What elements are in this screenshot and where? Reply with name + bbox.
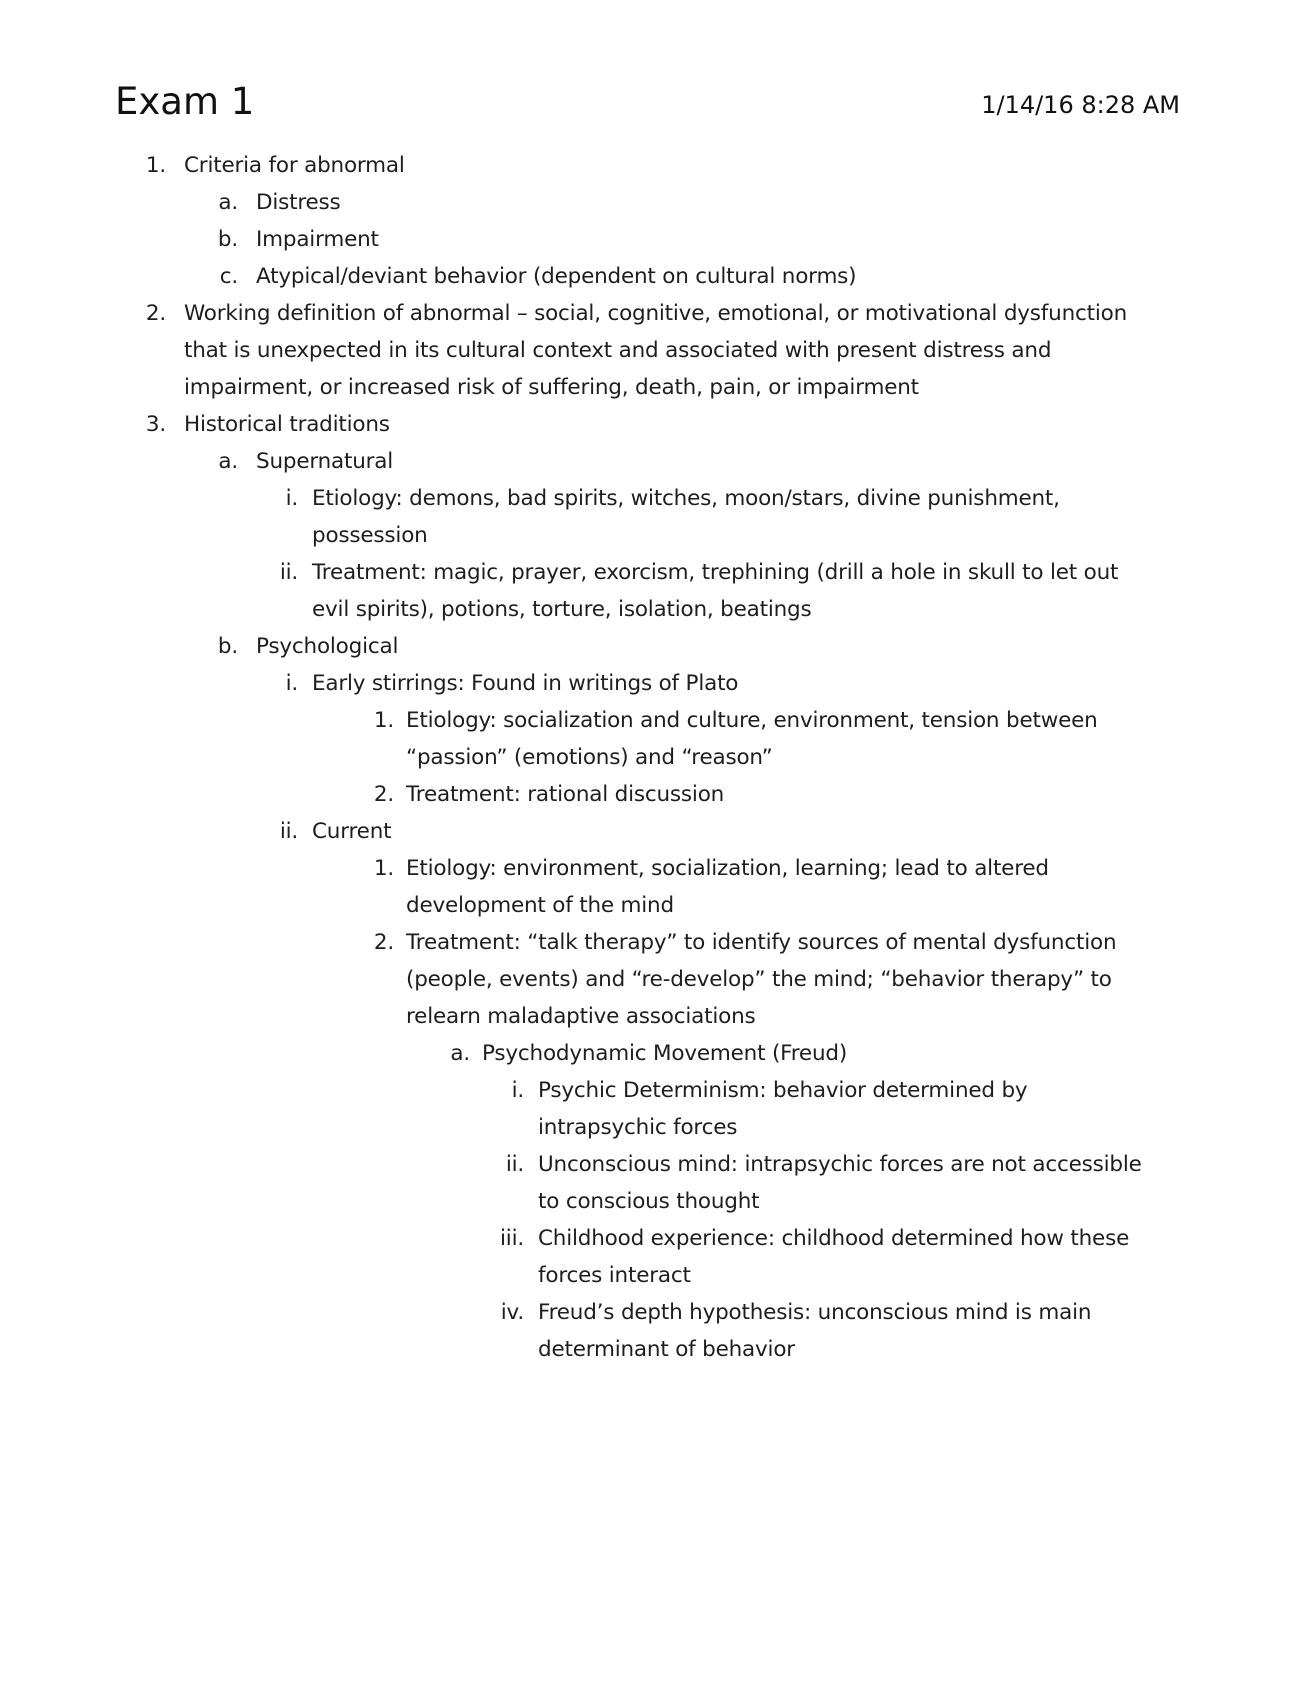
list-marker: i. — [285, 671, 298, 696]
list-item-line: relearn maladaptive associations — [406, 1004, 756, 1029]
list-marker: 2. — [145, 301, 166, 326]
list-marker: iv. — [500, 1300, 524, 1325]
list-item-current: Current — [312, 819, 392, 844]
list-item-line: Treatment: magic, prayer, exorcism, trephining (drill a hole in skull to let out — [312, 560, 1119, 585]
list-item-line: Freud’s depth hypothesis: unconscious mind is main — [538, 1300, 1092, 1325]
list-marker: 1. — [145, 153, 166, 178]
list-item-line: forces interact — [538, 1263, 691, 1288]
list-item-line: development of the mind — [406, 893, 674, 918]
list-marker: 2. — [373, 930, 394, 955]
list-marker: i. — [511, 1078, 524, 1103]
list-item-line: Treatment: rational discussion — [406, 782, 725, 807]
list-marker: i. — [285, 486, 298, 511]
list-marker: iii. — [500, 1226, 524, 1251]
list-item-supernatural: Supernatural — [256, 449, 394, 474]
list-item: Distress — [256, 190, 341, 215]
list-item-line: (people, events) and “re-develop” the mind; “behavior therapy” to — [406, 967, 1112, 992]
list-marker: ii. — [279, 560, 298, 585]
list-marker: b. — [217, 634, 238, 659]
list-item-line: Etiology: demons, bad spirits, witches, moon/stars, divine punishment, — [312, 486, 1060, 511]
page-title: Exam 1 — [115, 80, 255, 123]
list-marker: 1. — [373, 708, 394, 733]
list-item-psychodynamic: Psychodynamic Movement (Freud) — [482, 1041, 848, 1066]
list-item-psychological: Psychological — [256, 634, 399, 659]
list-item-line: Psychic Determinism: behavior determined by — [538, 1078, 1028, 1103]
timestamp: 1/14/16 8:28 AM — [981, 91, 1180, 119]
list-marker: 2. — [373, 782, 394, 807]
list-item-early-stirrings: Early stirrings: Found in writings of Plato — [312, 671, 739, 696]
list-marker: a. — [450, 1041, 470, 1066]
list-item-definition-line: Working definition of abnormal – social, cognitive, emotional, or motivational dysfunction — [184, 301, 1128, 326]
list-item-line: intrapsychic forces — [538, 1115, 738, 1140]
list-item-line: determinant of behavior — [538, 1337, 795, 1362]
list-marker: ii. — [505, 1152, 524, 1177]
list-marker: c. — [219, 264, 238, 289]
list-item-line: to conscious thought — [538, 1189, 760, 1214]
list-marker: a. — [218, 190, 238, 215]
list-item-line: “passion” (emotions) and “reason” — [406, 745, 773, 770]
list-item: Atypical/deviant behavior (dependent on cultural norms) — [256, 264, 857, 289]
list-item-line: Treatment: “talk therapy” to identify sources of mental dysfunction — [406, 930, 1117, 955]
list-marker: ii. — [279, 819, 298, 844]
list-item-line: evil spirits), potions, torture, isolation, beatings — [312, 597, 812, 622]
list-item: Impairment — [256, 227, 379, 252]
list-item-definition-line: that is unexpected in its cultural context and associated with present distress and — [184, 338, 1052, 363]
list-item-line: possession — [312, 523, 428, 548]
list-marker: 1. — [373, 856, 394, 881]
list-item-definition-line: impairment, or increased risk of suffering, death, pain, or impairment — [184, 375, 919, 400]
list-item-line: Etiology: socialization and culture, environment, tension between — [406, 708, 1098, 733]
list-item-line: Etiology: environment, socialization, learning; lead to altered — [406, 856, 1049, 881]
list-item-criteria: Criteria for abnormal — [184, 153, 405, 178]
list-marker: b. — [217, 227, 238, 252]
list-marker: 3. — [145, 412, 166, 437]
list-item-line: Unconscious mind: intrapsychic forces are not accessible — [538, 1152, 1142, 1177]
list-item-historical: Historical traditions — [184, 412, 390, 437]
list-item-line: Childhood experience: childhood determined how these — [538, 1226, 1130, 1251]
list-marker: a. — [218, 449, 238, 474]
